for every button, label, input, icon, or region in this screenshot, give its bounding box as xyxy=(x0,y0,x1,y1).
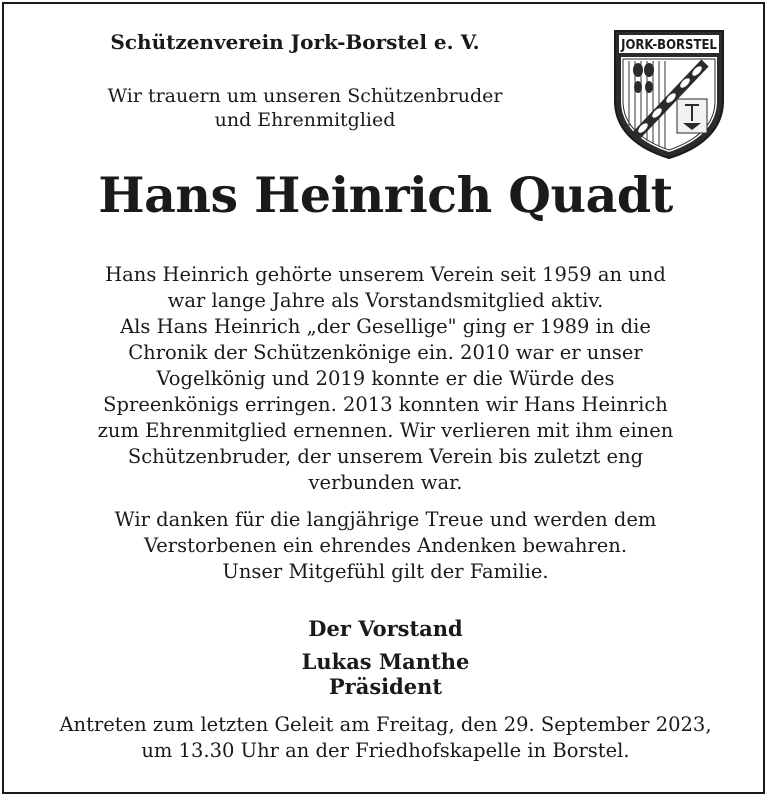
paragraph-line: Als Hans Heinrich „der Gesellige" ging er 1989 in die xyxy=(120,315,651,338)
funeral-line-1: Antreten zum letzten Geleit am Freitag, den 29. September 2023, xyxy=(59,713,712,736)
mourning-line-1: Wir trauern um unseren Schützenbruder xyxy=(107,85,503,107)
paragraph-line: Vogelkönig und 2019 konnte er die Würde des xyxy=(156,367,615,390)
paragraph-line: Spreenkönigs erringen. 2013 konnten wir Hans Heinrich xyxy=(103,393,668,416)
paragraph-line: Chronik der Schützenkönige ein. 2010 war er unser xyxy=(128,341,643,364)
paragraph-line: verbunden war. xyxy=(308,471,463,494)
paragraph-line: zum Ehrenmitglied ernennen. Wir verlieren mit ihm einen xyxy=(97,419,674,442)
paragraph-line: Unser Mitgefühl gilt der Familie. xyxy=(222,560,549,583)
funeral-line-2: um 13.30 Uhr an der Friedhofskapelle in Borstel. xyxy=(141,739,630,762)
deceased-name: Hans Heinrich Quadt xyxy=(98,166,673,224)
funeral-notice xyxy=(0,712,771,764)
signature-block xyxy=(0,649,771,699)
paragraph-line: Wir danken für die langjährige Treue und werden dem xyxy=(114,508,657,531)
signature-group: Der Vorstand xyxy=(308,616,463,641)
paragraph-line: Schützenbruder, der unserem Verein bis zuletzt eng xyxy=(127,445,644,468)
signature-name: Lukas Manthe xyxy=(301,649,470,674)
paragraph-line: war lange Jahre als Vorstandsmitglied aktiv. xyxy=(167,289,604,312)
obituary-paragraph-1 xyxy=(0,262,771,496)
club-logo-shield-icon xyxy=(609,27,729,160)
paragraph-line: Verstorbenen ein ehrendes Andenken bewahren. xyxy=(143,534,628,557)
mourning-line-2: und Ehrenmitglied xyxy=(214,109,396,131)
obituary-paragraph-2 xyxy=(0,507,771,585)
mourning-statement xyxy=(0,84,610,132)
club-name: Schützenverein Jork-Borstel e. V. xyxy=(110,30,480,54)
logo-banner-text: JORK-BORSTEL xyxy=(621,38,717,53)
signature-role: Präsident xyxy=(328,674,443,699)
paragraph-line: Hans Heinrich gehörte unserem Verein seit 1959 an und xyxy=(105,263,666,286)
